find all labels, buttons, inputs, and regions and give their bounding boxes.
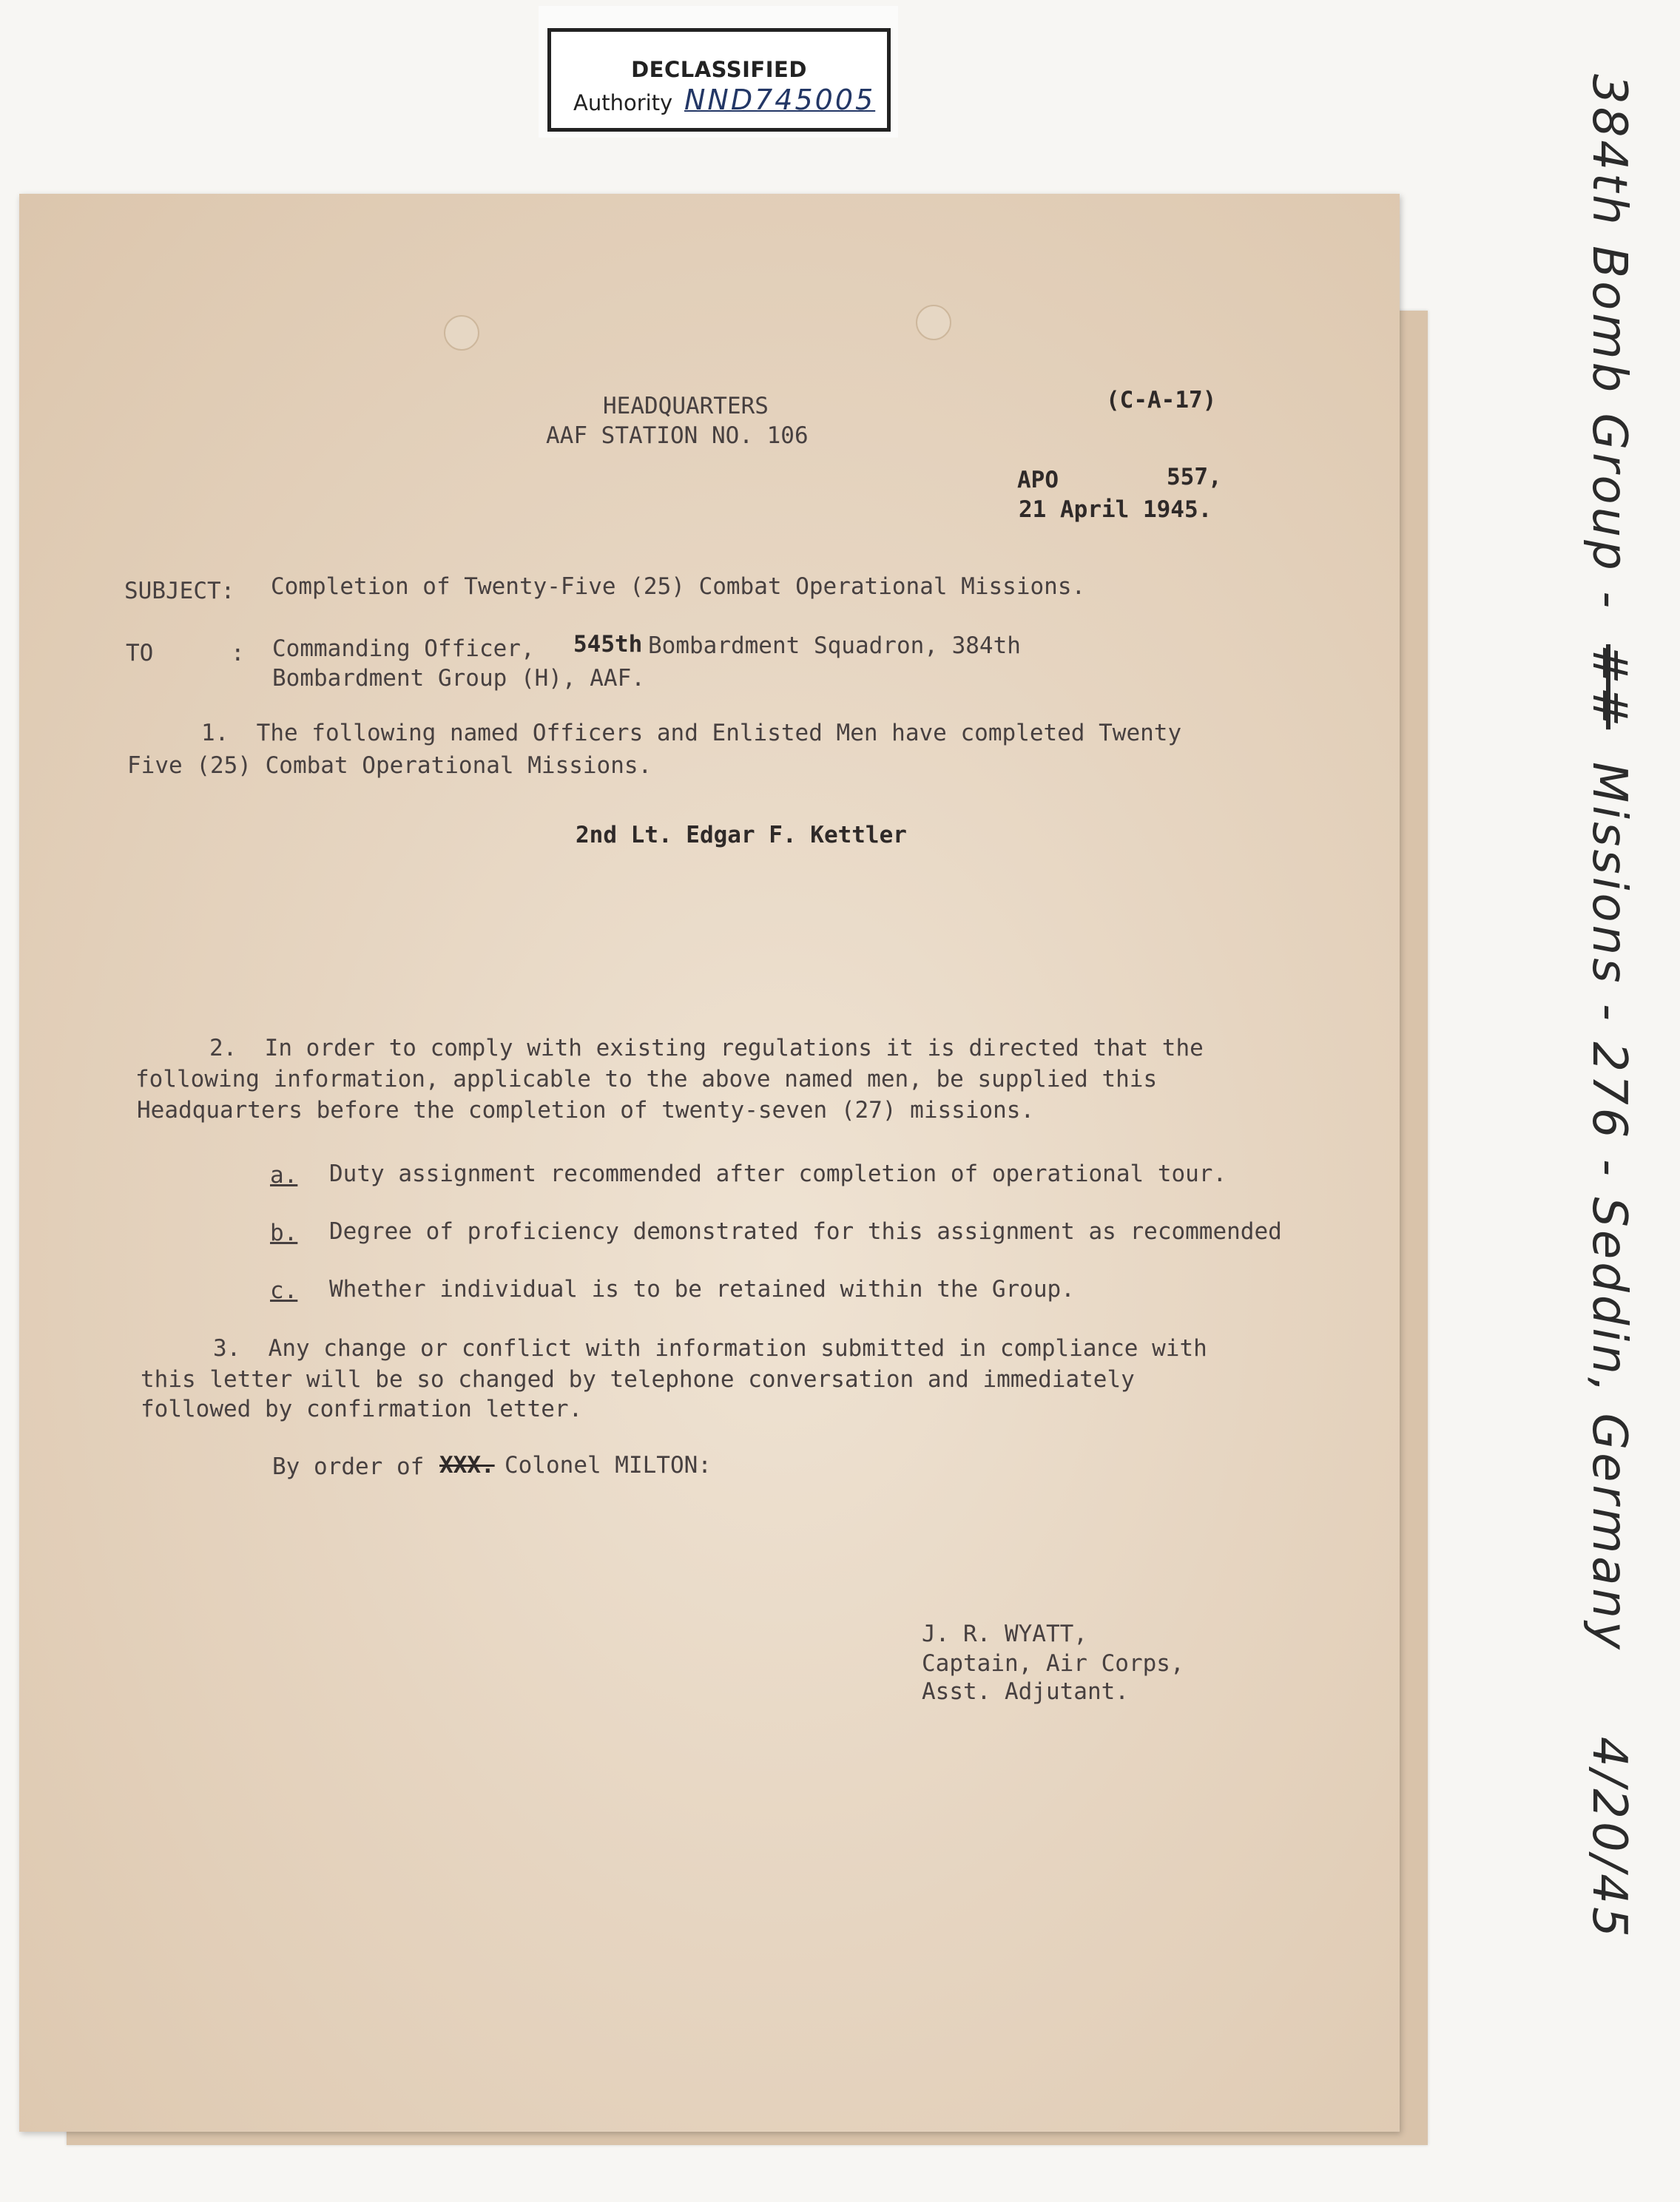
para2-line2: following information, applicable to the above named men, be supplied this bbox=[135, 1066, 1158, 1092]
to-label: TO bbox=[126, 640, 154, 666]
para1-line1: 1. The following named Officers and Enlisted Men have completed Twenty bbox=[201, 720, 1182, 746]
by-order-name: Colonel MILTON: bbox=[505, 1452, 712, 1479]
para2-line1: 2. In order to comply with existing regulations it is directed that the bbox=[209, 1035, 1204, 1061]
hq-line2: AAF STATION NO. 106 bbox=[546, 422, 809, 449]
punch-hole-left bbox=[444, 315, 479, 351]
handwritten-group: 384th Bomb Group - bbox=[1582, 74, 1636, 612]
handwritten-date: 4/20/45 bbox=[1582, 1737, 1636, 1941]
item-c-text: Whether individual is to be retained within the Group. bbox=[329, 1276, 1075, 1303]
item-b-letter: b. bbox=[270, 1220, 298, 1246]
para3-line3: followed by confirmation letter. bbox=[141, 1396, 583, 1422]
to-line1-a: Commanding Officer, bbox=[272, 635, 535, 662]
file-code: (C-A-17) bbox=[1106, 387, 1217, 413]
named-man: 2nd Lt. Edgar F. Kettler bbox=[576, 822, 907, 848]
para3-line1: 3. Any change or conflict with information submitted in compliance with bbox=[213, 1335, 1207, 1362]
handwritten-annotation bbox=[1582, 74, 1636, 1940]
hq-line1: HEADQUARTERS bbox=[603, 393, 769, 419]
to-line1-b: Bombardment Squadron, 384th bbox=[648, 632, 1021, 659]
signature-name: J. R. WYATT, bbox=[922, 1621, 1087, 1647]
para2-line3: Headquarters before the completion of twenty-seven (27) missions. bbox=[137, 1097, 1035, 1124]
subject-text: Completion of Twenty-Five (25) Combat Operational Missions. bbox=[271, 573, 1086, 600]
item-a-text: Duty assignment recommended after completion of operational tour. bbox=[329, 1161, 1227, 1187]
signature-title: Asst. Adjutant. bbox=[922, 1678, 1129, 1705]
item-a-letter: a. bbox=[270, 1162, 298, 1189]
handwritten-struck: ## bbox=[1582, 644, 1636, 729]
letter-date: 21 April 1945. bbox=[1019, 496, 1212, 523]
item-b-text: Degree of proficiency demonstrated for this assignment as recommended bbox=[329, 1218, 1282, 1245]
handwritten-missions: Missions - 276 - Seddin, Germany bbox=[1582, 762, 1636, 1652]
by-order-label: By order of bbox=[272, 1453, 425, 1480]
stamp-authority-label: Authority bbox=[573, 90, 673, 115]
stamp-title: DECLASSIFIED bbox=[631, 57, 807, 82]
subject-label: SUBJECT: bbox=[124, 578, 235, 604]
declassified-stamp bbox=[547, 28, 891, 132]
para1-line2: Five (25) Combat Operational Missions. bbox=[127, 752, 652, 779]
item-c-letter: c. bbox=[270, 1277, 298, 1304]
apo-label: APO bbox=[1017, 467, 1059, 493]
apo-number: 557, bbox=[1167, 464, 1222, 490]
by-order-struck: XXX. bbox=[439, 1452, 495, 1479]
to-squadron: 545th bbox=[573, 631, 643, 658]
to-line2: Bombardment Group (H), AAF. bbox=[272, 665, 645, 692]
stamp-authority-value: NND745005 bbox=[684, 84, 876, 116]
signature-rank: Captain, Air Corps, bbox=[922, 1650, 1184, 1677]
para3-line2: this letter will be so changed by telephone conversation and immediately bbox=[141, 1366, 1135, 1393]
punch-hole-right bbox=[916, 305, 951, 340]
to-colon: : bbox=[231, 640, 245, 666]
